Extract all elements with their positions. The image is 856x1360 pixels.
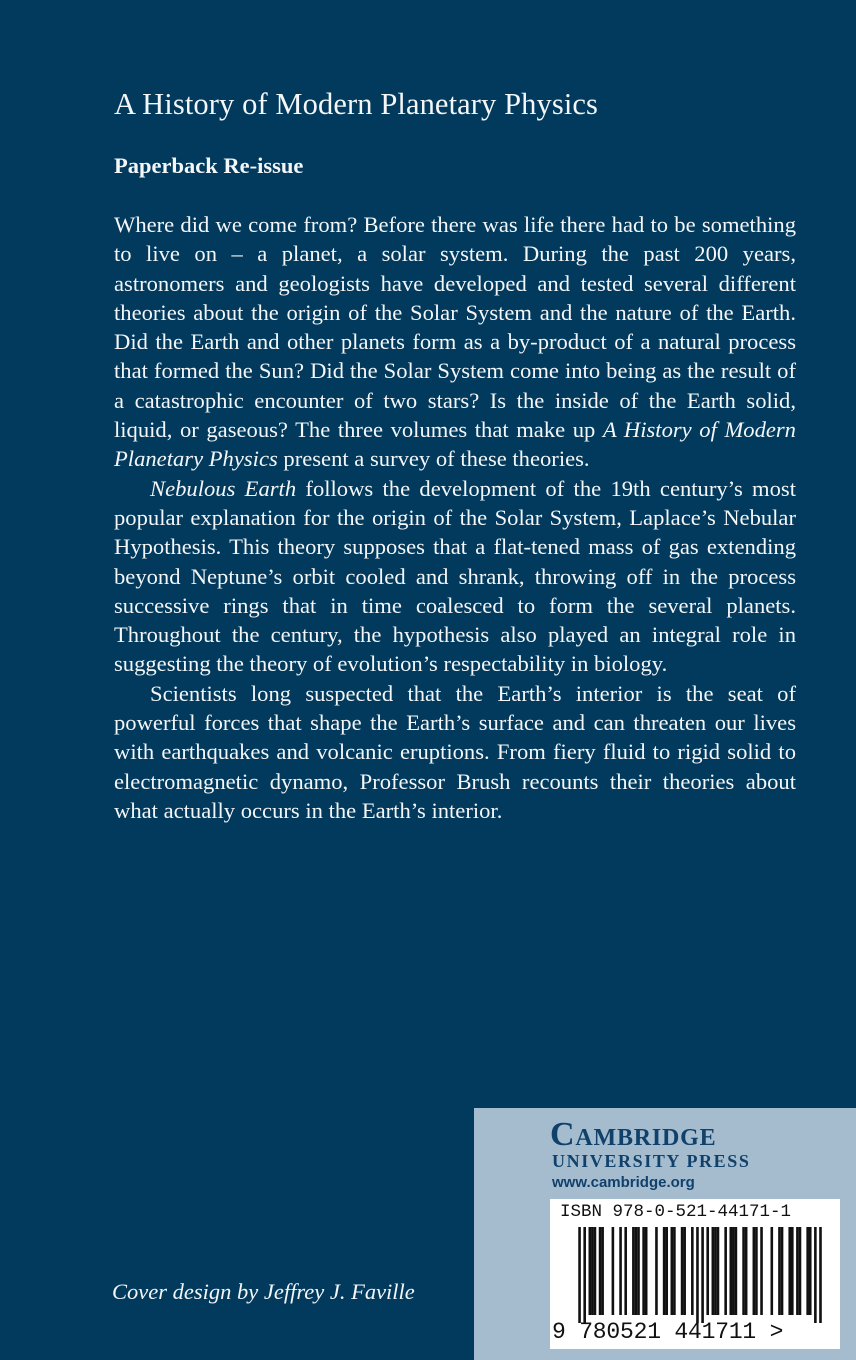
barcode-bar — [799, 1227, 802, 1315]
barcode-bar — [599, 1227, 602, 1315]
barcode-bar — [691, 1227, 694, 1315]
blurb-paragraph-2 — [114, 474, 796, 679]
barcode-bar — [745, 1227, 748, 1315]
barcode-graphic — [568, 1227, 832, 1323]
barcode-bar — [819, 1227, 822, 1323]
barcode-bar — [645, 1227, 648, 1315]
barcode-bar — [612, 1227, 615, 1315]
barcode-bar — [729, 1227, 732, 1315]
barcode-bar — [770, 1227, 773, 1315]
barcode-bar — [753, 1227, 756, 1315]
barcode-bar — [683, 1227, 686, 1315]
blurb-p3-text: Scientists long suspected that the Earth’s interior is the seat of powerful forces that shape the Earth’s surface and can threaten our lives with earthquakes and volcanic eruptions. From fiery fluid to rigid solid to electromagnetic dynamo, Professor Brush recounts their theories about what actually occurs in the Earth’s interior. — [114, 680, 796, 823]
edition-subtitle: Paperback Re-issue — [114, 153, 304, 178]
barcode-bar — [601, 1227, 604, 1315]
barcode-bar — [632, 1227, 635, 1315]
barcode-bar — [788, 1227, 791, 1315]
barcode-bar — [655, 1227, 658, 1315]
book-title: A History of Modern Planetary Physics — [114, 87, 599, 121]
barcode-bar — [635, 1227, 638, 1315]
barcode-bar — [755, 1227, 758, 1315]
barcode-digits: 9 780521 441711 > — [552, 1319, 784, 1345]
barcode-bar — [696, 1227, 699, 1323]
barcode-bar — [578, 1227, 581, 1323]
barcode-bar — [742, 1227, 745, 1315]
barcode-bar — [701, 1227, 704, 1323]
barcode-bar — [671, 1227, 674, 1315]
barcode-bar — [665, 1227, 668, 1315]
barcode-bar — [712, 1227, 715, 1315]
barcode-bar — [760, 1227, 763, 1315]
blurb-paragraph-3 — [114, 679, 796, 825]
barcode-bar — [642, 1227, 645, 1315]
barcode-bar — [724, 1227, 727, 1315]
barcode-bar — [706, 1227, 709, 1315]
barcode-bar — [781, 1227, 784, 1315]
barcode-bar — [589, 1227, 592, 1315]
publisher-name: Cambridge — [550, 1116, 717, 1153]
barcode-bar — [594, 1227, 597, 1315]
publisher-subname: UNIVERSITY PRESS — [552, 1151, 751, 1171]
cover-credit: Cover design by Jeffrey J. Faville — [112, 1279, 415, 1304]
barcode-bar — [796, 1227, 799, 1315]
blurb-p1-text-a: Where did we come from? Before there was life there had to be something to live on – a planet, a solar system. During the past 200 years, astronomers and geologists have developed and tested several different theories about the origin of the Solar System and the nature of the Earth. Did the Earth and other planets form as a by-product of a natural process that formed the Sun? Did the Solar System come into being as the result of a catastrophic encounter of two stars? Is the inside of the Earth solid, liquid, or gaseous? The three volumes that make up — [114, 212, 796, 443]
barcode-bar — [735, 1227, 738, 1315]
publisher-panel — [474, 1108, 856, 1360]
isbn-label: ISBN 978-0-521-44171-1 — [560, 1202, 792, 1222]
blurb-p1-series-title: A History of Modern Planetary Physics — [114, 417, 796, 472]
blurb-paragraph-1 — [114, 210, 796, 474]
publisher-website: www.cambridge.org — [552, 1174, 695, 1191]
barcode-bar — [778, 1227, 781, 1315]
barcode-bar — [619, 1227, 622, 1315]
barcode-bar — [624, 1227, 627, 1315]
barcode-box — [550, 1199, 840, 1349]
barcode-bar — [591, 1227, 594, 1315]
blurb-p2-text: follows the development of the 19th century’s most popular explanation for the origin of the Solar System, Laplace’s Nebular Hypothesis. This theory supposes that a flat-tened mass of gas extending beyond Neptune’s orbit cooled and shrank, throwing off in the process successive rings that in time coalesced to form the several planets. Throughout the century, the hypothesis also played an integral role in suggesting the theory of evolution’s respectability in biology. — [114, 475, 796, 677]
barcode-bar — [732, 1227, 735, 1315]
barcode-bar — [809, 1227, 812, 1315]
barcode-bar — [714, 1227, 717, 1315]
barcode-bar — [814, 1227, 817, 1323]
blurb-p2-book-title: Nebulous Earth — [150, 475, 297, 501]
barcode-bar — [637, 1227, 640, 1315]
barcode-bar — [717, 1227, 720, 1315]
barcode-bars — [568, 1227, 832, 1323]
blurb-p1-text-b: present a survey of these theories. — [277, 446, 590, 472]
barcode-bar — [583, 1227, 586, 1323]
barcode-bar — [791, 1227, 794, 1315]
barcode-bar — [681, 1227, 684, 1315]
barcode-bar — [806, 1227, 809, 1315]
blurb-text — [114, 210, 796, 825]
barcode-bar — [663, 1227, 666, 1315]
barcode-bar — [673, 1227, 676, 1315]
